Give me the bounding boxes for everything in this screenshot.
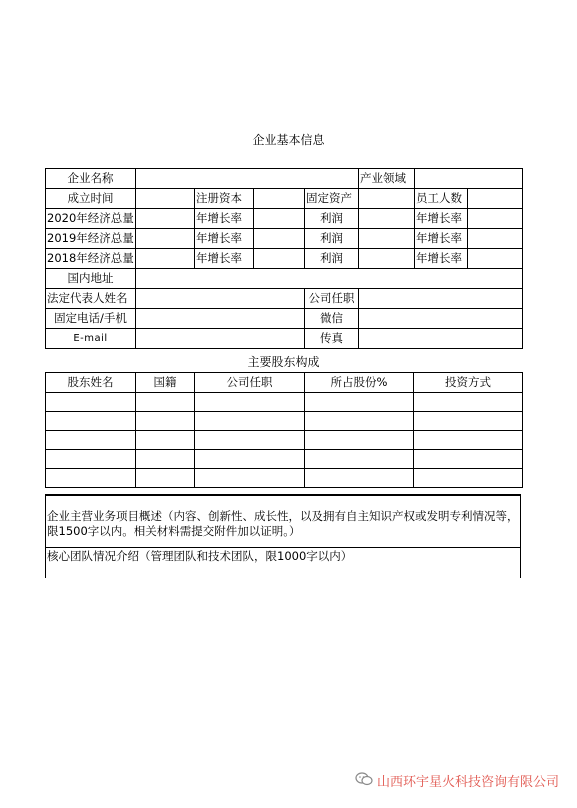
profit-2018-field[interactable] (359, 249, 415, 269)
footer-watermark (355, 771, 559, 790)
table-cell[interactable] (305, 431, 414, 450)
profit-2018-label: 利润 (305, 249, 359, 269)
business-description[interactable]: 企业主营业务项目概述（内容、创新性、成长性，以及拥有自主知识产权或发明专利情况等，限1500字以内。相关材料需提交附件加以证明。） (45, 494, 521, 548)
address-label: 国内地址 (46, 269, 136, 289)
growth-2020-label: 年增长率 (195, 209, 254, 229)
established-field[interactable] (136, 189, 195, 209)
employees-field[interactable] (468, 189, 523, 209)
economy-2018-label: 2018年经济总量 (46, 249, 136, 269)
header-position: 公司任职 (195, 373, 305, 393)
wechat-field[interactable] (359, 309, 523, 329)
growth-2019-label: 年增长率 (195, 229, 254, 249)
economy-2020-label: 2020年经济总量 (46, 209, 136, 229)
growth2-2018-label: 年增长率 (415, 249, 468, 269)
growth-2018-label: 年增长率 (195, 249, 254, 269)
table-cell[interactable] (46, 412, 136, 431)
wechat-icon (355, 772, 373, 789)
economy-2019-label: 2019年经济总量 (46, 229, 136, 249)
registered-capital-label: 注册资本 (195, 189, 254, 209)
table-cell[interactable] (414, 469, 523, 488)
registered-capital-field[interactable] (254, 189, 305, 209)
table-row (46, 450, 523, 469)
economy-2018-field[interactable] (136, 249, 195, 269)
table-row (46, 431, 523, 450)
company-name-label: 企业名称 (46, 169, 136, 189)
table-cell[interactable] (195, 469, 305, 488)
table-cell[interactable] (136, 393, 195, 412)
table-cell[interactable] (305, 412, 414, 431)
profit-2019-label: 利润 (305, 229, 359, 249)
table-cell[interactable] (305, 393, 414, 412)
legal-rep-field[interactable] (136, 289, 305, 309)
table-cell[interactable] (414, 412, 523, 431)
company-name-field[interactable] (136, 169, 359, 189)
company-position-label: 公司任职 (305, 289, 359, 309)
footer-company-name: 山西环宇星火科技咨询有限公司 (376, 775, 559, 790)
shareholders-header-row (46, 373, 523, 393)
table-cell[interactable] (414, 393, 523, 412)
growth2-2020-field[interactable] (468, 209, 523, 229)
table-row (46, 469, 523, 488)
table-cell[interactable] (46, 469, 136, 488)
profit-2020-field[interactable] (359, 209, 415, 229)
shareholders-title: 主要股东构成 (247, 355, 320, 369)
table-cell[interactable] (195, 412, 305, 431)
shareholders-table (45, 372, 523, 488)
page-title: 企业基本信息 (252, 133, 325, 147)
table-cell[interactable] (46, 450, 136, 469)
team-description[interactable]: 核心团队情况介绍（管理团队和技术团队，限1000字以内） (45, 548, 521, 578)
fax-field[interactable] (359, 329, 523, 349)
growth2-2019-field[interactable] (468, 229, 523, 249)
growth-2020-field[interactable] (254, 209, 305, 229)
table-cell[interactable] (305, 469, 414, 488)
table-cell[interactable] (195, 450, 305, 469)
header-investment-method: 投资方式 (414, 373, 523, 393)
economy-2020-field[interactable] (136, 209, 195, 229)
table-cell[interactable] (414, 431, 523, 450)
header-share-percent: 所占股份% (305, 373, 414, 393)
table-cell[interactable] (414, 450, 523, 469)
profit-2020-label: 利润 (305, 209, 359, 229)
email-field[interactable] (136, 329, 305, 349)
growth2-2019-label: 年增长率 (415, 229, 468, 249)
fixed-assets-label: 固定资产 (305, 189, 359, 209)
table-row (46, 393, 523, 412)
table-cell[interactable] (136, 412, 195, 431)
table-cell[interactable] (136, 431, 195, 450)
email-label: E-mail (46, 329, 136, 349)
established-label: 成立时间 (46, 189, 136, 209)
table-cell[interactable] (136, 469, 195, 488)
header-nationality: 国籍 (136, 373, 195, 393)
wechat-label: 微信 (305, 309, 359, 329)
table-cell[interactable] (136, 450, 195, 469)
economy-2019-field[interactable] (136, 229, 195, 249)
phone-label: 固定电话/手机 (46, 309, 136, 329)
industry-label: 产业领域 (359, 169, 415, 189)
growth-2019-field[interactable] (254, 229, 305, 249)
address-field[interactable] (136, 269, 523, 289)
table-cell[interactable] (46, 431, 136, 450)
basic-info-table (45, 168, 523, 349)
phone-field[interactable] (136, 309, 305, 329)
table-cell[interactable] (195, 393, 305, 412)
profit-2019-field[interactable] (359, 229, 415, 249)
growth-2018-field[interactable] (254, 249, 305, 269)
growth2-2020-label: 年增长率 (415, 209, 468, 229)
legal-rep-label: 法定代表人姓名 (46, 289, 136, 309)
fixed-assets-field[interactable] (359, 189, 415, 209)
company-position-field[interactable] (359, 289, 523, 309)
industry-field[interactable] (415, 169, 523, 189)
growth2-2018-field[interactable] (468, 249, 523, 269)
header-shareholder-name: 股东姓名 (46, 373, 136, 393)
employees-label: 员工人数 (415, 189, 468, 209)
table-cell[interactable] (46, 393, 136, 412)
table-row (46, 412, 523, 431)
fax-label: 传真 (305, 329, 359, 349)
table-cell[interactable] (195, 431, 305, 450)
table-cell[interactable] (305, 450, 414, 469)
